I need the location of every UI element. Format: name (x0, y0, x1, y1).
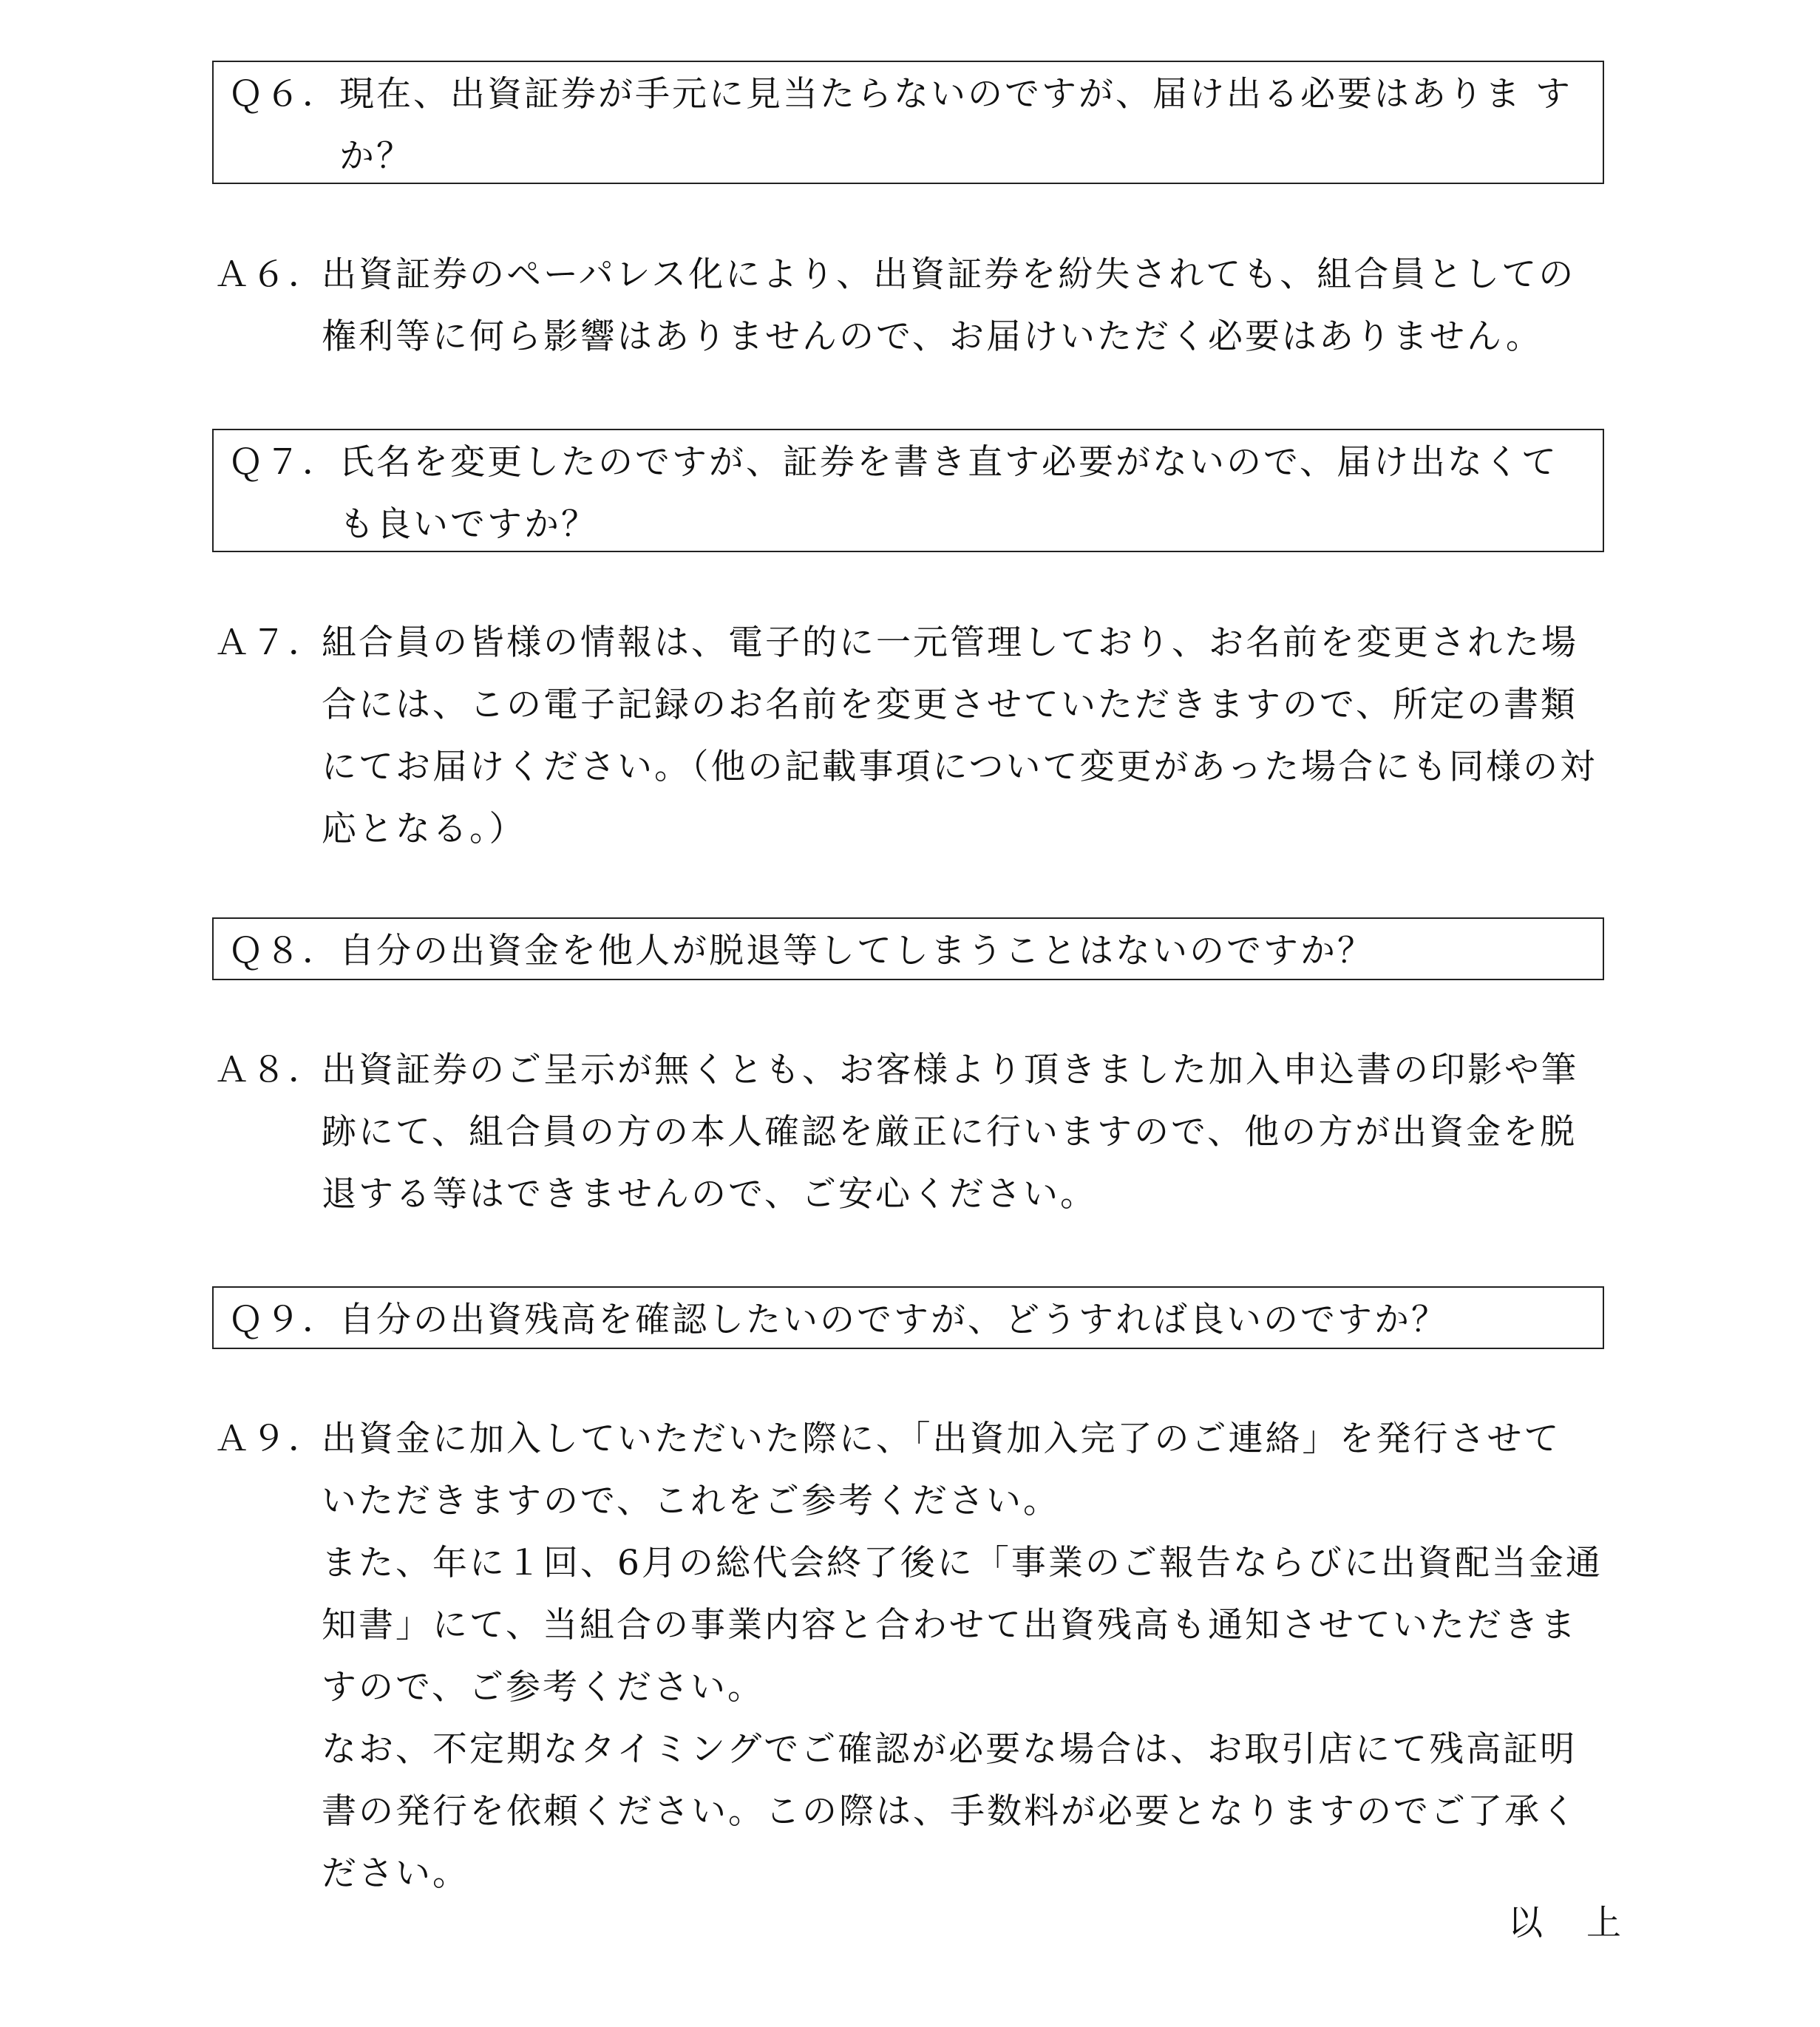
question-label: Ｑ６． (228, 74, 339, 115)
question-label: Ｑ８． (228, 931, 339, 971)
answer-text: 組合員の皆様の情報は、電子的に一元管理しており、お名前を変更された場 (322, 622, 1578, 663)
answer-line (214, 1532, 1612, 1595)
answer-line (214, 244, 1612, 306)
answer-line (214, 1595, 1612, 1657)
answer-line (214, 1164, 1612, 1226)
closing-mark: 以 上 (1508, 1903, 1637, 1943)
answer-line (214, 1781, 1612, 1843)
question-text: 自分の出資金を他人が脱退等してしまうことはないのですか？ (339, 931, 1374, 971)
answer-text: 跡にて、組合員の方の本人確認を厳正に行いますので、他の方が出資金を脱 (322, 1112, 1578, 1152)
answer-line (214, 612, 1612, 674)
question-box-q6 (212, 61, 1604, 184)
answer-label: Ａ７． (214, 622, 325, 663)
answer-text: 書の発行を依頼ください。この際は、手数料が必要となりますのでご了承く (322, 1791, 1578, 1832)
question-text: 現在、出資証券が手元に見当たらないのですが、届け出る必要はありま す (339, 74, 1572, 115)
answer-text: 退する等はできませんので、ご安心ください。 (322, 1174, 1098, 1215)
answer-label: Ａ６． (214, 254, 325, 295)
question-text: も良いですか？ (339, 504, 598, 545)
question-label: Ｑ７． (228, 442, 339, 483)
question-line (228, 920, 1617, 982)
answer-text: 知書」にて、当組合の事業内容と合わせて出資残高も通知させていただきま (322, 1605, 1578, 1646)
answer-text: ださい。 (322, 1853, 469, 1894)
answer-label: Ａ８． (214, 1050, 325, 1090)
question-line (228, 126, 1617, 188)
answer-line (214, 674, 1612, 736)
answer-line (214, 1719, 1612, 1781)
answer-text: 応となる。） (322, 809, 526, 849)
answer-label: Ａ９． (214, 1419, 325, 1459)
answer-text: 権利等に何ら影響はありませんので、お届けいただく必要はありません。 (322, 316, 1543, 357)
answer-line (214, 736, 1612, 798)
answer-text: にてお届けください。（他の記載事項について変更があった場合にも同様の対 (322, 747, 1597, 787)
question-box-q9 (212, 1286, 1604, 1349)
answer-text: 出資金に加入していただいた際に、「出資加入完了のご連絡」を発行させて (322, 1419, 1561, 1459)
question-text: か？ (339, 136, 413, 177)
answer-text: すので、ご参考ください。 (322, 1667, 765, 1708)
answer-text: また、年に１回、6月の総代会終了後に「事業のご報告ならびに出資配当金通 (322, 1543, 1603, 1583)
answer-line (214, 1843, 1612, 1905)
answer-line (214, 1470, 1612, 1532)
answer-line (214, 1039, 1612, 1101)
question-line (228, 1289, 1617, 1351)
answer-line (214, 1657, 1612, 1719)
question-label: Ｑ９． (228, 1300, 339, 1340)
answer-line (214, 1408, 1612, 1470)
answer-line (214, 798, 1612, 860)
question-text: 自分の出資残高を確認したいのですが、どうすれば良いのですか？ (339, 1300, 1448, 1340)
question-line (228, 494, 1617, 556)
answer-line (214, 1101, 1612, 1164)
question-box-q7 (212, 429, 1604, 552)
answer-line (214, 306, 1612, 368)
answer-text: 出資証券のペーパレス化により、出資証券を紛失されても、組合員としての (322, 254, 1576, 295)
question-line (228, 432, 1617, 494)
answer-text: 出資証券のご呈示が無くとも、お客様より頂きました加入申込書の印影や筆 (322, 1050, 1578, 1090)
answer-text: いただきますので、これをご参考ください。 (322, 1481, 1061, 1521)
answer-text: なお、不定期なタイミングでご確認が必要な場合は、お取引店にて残高証明 (322, 1729, 1578, 1770)
answer-text: 合には、この電子記録のお名前を変更させていただきますので、所定の書類 (322, 685, 1578, 725)
question-box-q8 (212, 917, 1604, 980)
question-line (228, 64, 1617, 126)
question-text: 氏名を変更したのですが、証券を書き直す必要がないので、届け出なくて (339, 442, 1559, 483)
